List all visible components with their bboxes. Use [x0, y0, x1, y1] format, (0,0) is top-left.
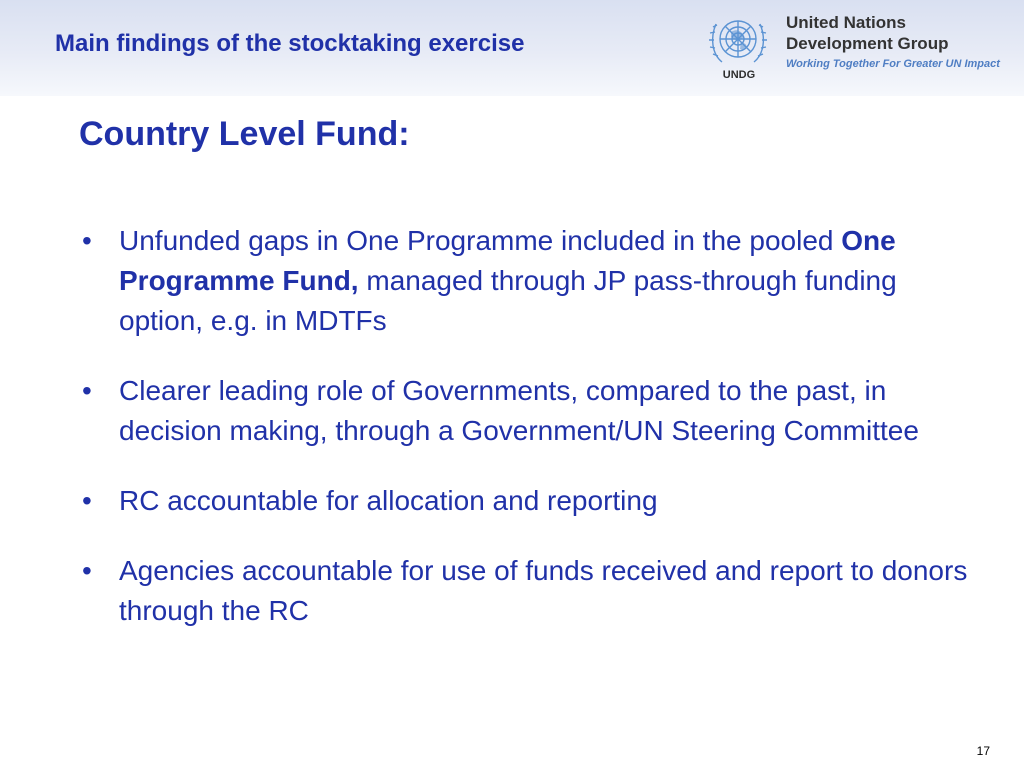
- bullet-text: RC accountable for allocation and reporting: [119, 485, 658, 516]
- bullet-item: [78, 221, 978, 341]
- bullet-item: [78, 481, 978, 521]
- bullet-text: Agencies accountable for use of funds received and report to donors through the RC: [119, 555, 968, 626]
- bullet-dot: •: [82, 485, 92, 516]
- org-name-line1: United Nations: [786, 13, 906, 32]
- org-name: [786, 12, 948, 54]
- header-title: Main findings of the stocktaking exercise: [55, 30, 525, 57]
- org-name-line2: Development Group: [786, 34, 949, 53]
- bullet-dot: •: [82, 555, 92, 586]
- undg-logo: [706, 8, 1024, 88]
- bullet-dot: •: [82, 225, 92, 256]
- slide-header: [0, 0, 1024, 96]
- undg-label: UNDG: [722, 69, 756, 81]
- bullet-dot: •: [82, 375, 92, 406]
- org-tagline: Working Together For Greater UN Impact: [786, 58, 1000, 70]
- bullet-item: [78, 551, 978, 631]
- bullet-item: [78, 371, 978, 451]
- bullet-bold-text: One Programme Fund,: [119, 225, 896, 296]
- un-emblem-icon: [706, 8, 770, 72]
- bullet-text: managed through JP pass-through funding option, e.g. in MDTFs: [119, 265, 897, 336]
- bullet-text: Unfunded gaps in One Programme included in the pooled: [119, 225, 842, 256]
- slide-number: 17: [976, 744, 990, 758]
- bullet-text: Clearer leading role of Governments, compared to the past, in decision making, through a Government/UN Steering Committee: [119, 375, 919, 446]
- slide-heading: Country Level Fund:: [79, 115, 410, 153]
- bullet-list: [78, 221, 978, 661]
